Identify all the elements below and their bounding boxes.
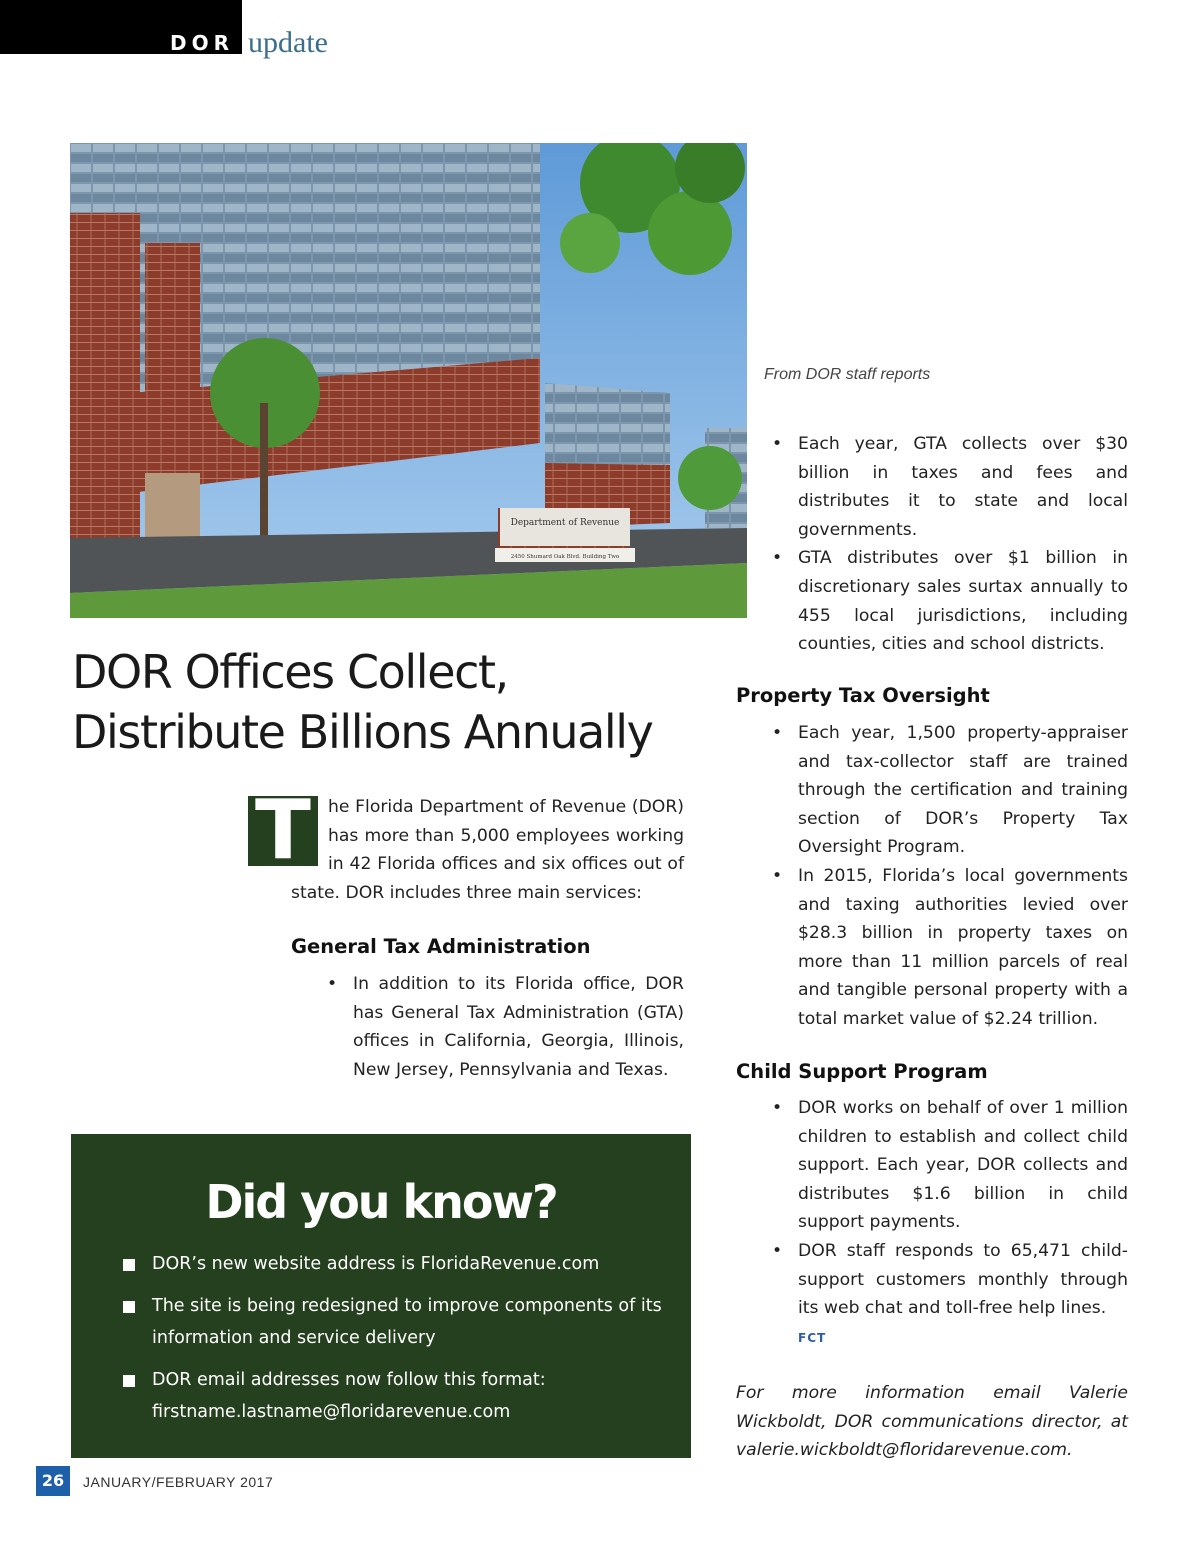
list-item bbox=[736, 544, 1128, 658]
list-item bbox=[736, 862, 1128, 1034]
bullet-icon: • bbox=[772, 434, 783, 454]
bullet-text: GTA distributes over $1 billion in discretionary sales surtax annually to 455 local jurisdictions, including counties, cities and school districts. bbox=[798, 548, 1128, 655]
list-item bbox=[736, 1094, 1128, 1237]
gta-bullet-list-continued bbox=[736, 430, 1128, 659]
bullet-icon: • bbox=[772, 723, 783, 743]
gta-bullet-list bbox=[291, 970, 684, 1084]
section-label: update bbox=[248, 26, 328, 59]
building-photo bbox=[70, 143, 747, 618]
fact-text: DOR’s new website address is FloridaRevenue.com bbox=[152, 1254, 600, 1274]
list-item bbox=[291, 970, 684, 1084]
end-mark: FCT bbox=[798, 1331, 827, 1345]
fact-text: DOR email addresses now follow this format: firstname.lastname@floridarevenue.com bbox=[152, 1370, 546, 1422]
square-bullet-icon bbox=[123, 1259, 135, 1271]
square-bullet-icon bbox=[123, 1375, 135, 1387]
section-heading-gta: General Tax Administration bbox=[291, 935, 591, 958]
intro-paragraph bbox=[255, 783, 684, 907]
bullet-text: In addition to its Florida office, DOR has General Tax Administration (GTA) offices in California, Georgia, Illinois, New Jersey, Pennsylvania and Texas. bbox=[353, 974, 684, 1080]
list-item bbox=[736, 1237, 1128, 1323]
section-heading-child-support: Child Support Program bbox=[736, 1060, 988, 1083]
fact-text: The site is being redesigned to improve components of its information and service delivery bbox=[152, 1296, 662, 1348]
did-you-know-list bbox=[123, 1248, 663, 1438]
bullet-icon: • bbox=[772, 1098, 783, 1118]
sign-title: Department of Revenue bbox=[510, 518, 620, 528]
section-heading-property-tax: Property Tax Oversight bbox=[736, 684, 990, 707]
child-support-bullet-list bbox=[736, 1094, 1128, 1323]
intro-text: he Florida Department of Revenue (DOR) has more than 5,000 employees working in 42 Florida offices and six offices out of state. DOR includes three main services: bbox=[291, 797, 684, 903]
article-headline: DOR Offices Collect, Distribute Billions Annually bbox=[72, 645, 653, 759]
bullet-icon: • bbox=[772, 1240, 783, 1261]
list-item bbox=[736, 430, 1128, 544]
bullet-icon: • bbox=[327, 974, 338, 994]
bullet-text: DOR works on behalf of over 1 million children to establish and collect child support. Each year, DOR collects and distributes $1.6 billion in child support payments. bbox=[798, 1098, 1128, 1233]
list-item bbox=[736, 719, 1128, 862]
more-info-note: For more information email Valerie Wickboldt, DOR communications director, at valerie.wickboldt@floridarevenue.com. bbox=[736, 1383, 1128, 1461]
square-bullet-icon bbox=[123, 1301, 135, 1313]
bullet-text: Each year, 1,500 property-appraiser and tax-collector staff are trained through the certification and training section of DOR’s Property Tax Oversight Program. bbox=[798, 723, 1128, 858]
bullet-icon: • bbox=[772, 548, 783, 569]
did-you-know-title: Did you know? bbox=[205, 1175, 557, 1229]
property-tax-bullet-list bbox=[736, 719, 1128, 1034]
drop-cap: T bbox=[248, 796, 318, 866]
sign-address: 2450 Shumard Oak Blvd. Building Two bbox=[510, 554, 620, 560]
bullet-text: DOR staff responds to 65,471 child-support customers monthly through its web chat and toll-free help lines. bbox=[798, 1240, 1128, 1319]
section-label-bold: DOR bbox=[170, 31, 235, 55]
byline: From DOR staff reports bbox=[764, 366, 931, 383]
bullet-text: In 2015, Florida’s local governments and taxing authorities levied over $28.3 billion in property taxes on more than 11 million parcels of real and tangible personal property with a total market value of $2.24 trillion. bbox=[798, 865, 1128, 1029]
list-item bbox=[123, 1364, 663, 1428]
bullet-text: Each year, GTA collects over $30 billion in taxes and fees and distributes it to state and local governments. bbox=[798, 434, 1128, 540]
issue-date: JANUARY/FEBRUARY 2017 bbox=[83, 1474, 274, 1490]
list-item bbox=[123, 1248, 663, 1280]
list-item bbox=[123, 1290, 663, 1354]
bullet-icon: • bbox=[772, 865, 783, 886]
page-number: 26 bbox=[36, 1466, 70, 1496]
did-you-know-box bbox=[71, 1134, 691, 1458]
